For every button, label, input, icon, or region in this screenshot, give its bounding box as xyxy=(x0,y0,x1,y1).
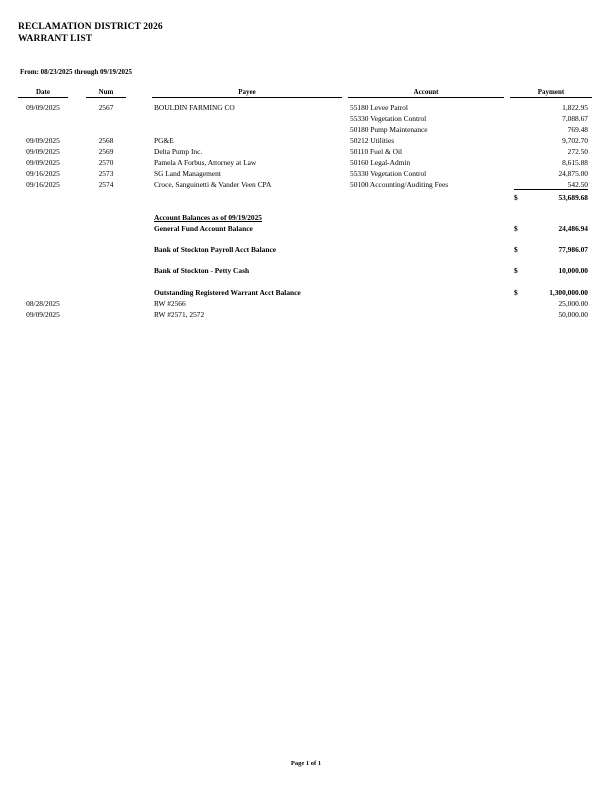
rw-payment: 25,000.00 xyxy=(558,299,588,308)
rw-payment: 50,000.00 xyxy=(558,310,588,319)
balance-label: Bank of Stockton Payroll Acct Balance xyxy=(154,245,277,254)
row-payee: PG&E xyxy=(154,136,174,145)
row-payment: 542.50 xyxy=(567,180,588,189)
row-num: 2573 xyxy=(98,169,114,178)
row-num: 2570 xyxy=(98,158,114,167)
row-payment: 8,615.88 xyxy=(562,158,588,167)
row-payee: Delta Pump Inc. xyxy=(154,147,203,156)
row-account: 55330 Vegetation Control xyxy=(350,169,427,178)
row-account: 50160 Legal-Admin xyxy=(350,158,411,167)
page-number: Page 1 of 1 xyxy=(290,760,322,767)
balances-heading: Account Balances as of 09/19/2025 xyxy=(154,213,262,222)
rw-payee: RW #2566 xyxy=(154,299,186,308)
balance-dollar: $ xyxy=(514,266,518,275)
balance-dollar: $ xyxy=(514,288,518,297)
balance-label: Outstanding Registered Warrant Acct Balance xyxy=(154,288,301,297)
row-date: 09/09/2025 xyxy=(26,136,60,145)
row-account: 50100 Accounting/Auditing Fees xyxy=(350,180,449,189)
rw-date: 09/09/2025 xyxy=(26,310,60,319)
row-account: 50180 Pump Maintenance xyxy=(350,125,428,134)
doc-title: WARRANT LIST xyxy=(18,34,93,44)
row-payee: SG Land Management xyxy=(154,169,221,178)
col-payment: Payment xyxy=(537,88,565,96)
row-payment: 9,702.70 xyxy=(562,136,588,145)
row-payee: BOULDIN FARMING CO xyxy=(154,103,235,112)
row-account: 50110 Fuel & Oil xyxy=(350,147,403,156)
balance-dollar: $ xyxy=(514,245,518,254)
row-num: 2568 xyxy=(98,136,114,145)
rw-payee: RW #2571, 2572 xyxy=(154,310,205,319)
row-date: 09/09/2025 xyxy=(26,103,60,112)
balance-amount: 24,486.94 xyxy=(558,224,588,233)
row-payment: 1,822.95 xyxy=(562,103,588,112)
balance-label: General Fund Account Balance xyxy=(154,224,253,233)
row-date: 09/16/2025 xyxy=(26,169,60,178)
total-dollar: $ xyxy=(514,193,518,202)
col-date: Date xyxy=(36,88,50,96)
row-payee: Pamela A Forbus, Attorney at Law xyxy=(154,158,257,167)
row-payment: 272.50 xyxy=(567,147,588,156)
row-account: 50212 Utilities xyxy=(350,136,395,145)
row-date: 09/16/2025 xyxy=(26,180,60,189)
balance-amount: 1,300,000.00 xyxy=(549,288,588,297)
row-payee: Croce, Sanguinetti & Vander Veen CPA xyxy=(154,180,272,189)
total-amount: 53,689.68 xyxy=(558,193,588,202)
date-range: From: 08/23/2025 through 09/19/2025 xyxy=(20,68,132,76)
row-num: 2569 xyxy=(98,147,114,156)
rw-date: 08/28/2025 xyxy=(26,299,60,308)
row-account: 55330 Vegetation Control xyxy=(350,114,427,123)
balance-label: Bank of Stockton - Petty Cash xyxy=(154,266,250,275)
balance-dollar: $ xyxy=(514,224,518,233)
col-num: Num xyxy=(98,88,114,96)
row-date: 09/09/2025 xyxy=(26,147,60,156)
row-account: 55180 Levee Patrol xyxy=(350,103,408,112)
row-num: 2567 xyxy=(98,103,114,112)
col-account: Account xyxy=(413,88,439,96)
balance-amount: 77,986.07 xyxy=(558,245,588,254)
row-payment: 7,088.67 xyxy=(562,114,588,123)
row-payment: 769.48 xyxy=(567,125,588,134)
row-date: 09/09/2025 xyxy=(26,158,60,167)
org-title: RECLAMATION DISTRICT 2026 xyxy=(18,22,163,32)
balance-amount: 10,000.00 xyxy=(558,266,588,275)
row-payment: 24,875.00 xyxy=(558,169,588,178)
col-payee: Payee xyxy=(238,88,256,96)
row-num: 2574 xyxy=(98,180,114,189)
